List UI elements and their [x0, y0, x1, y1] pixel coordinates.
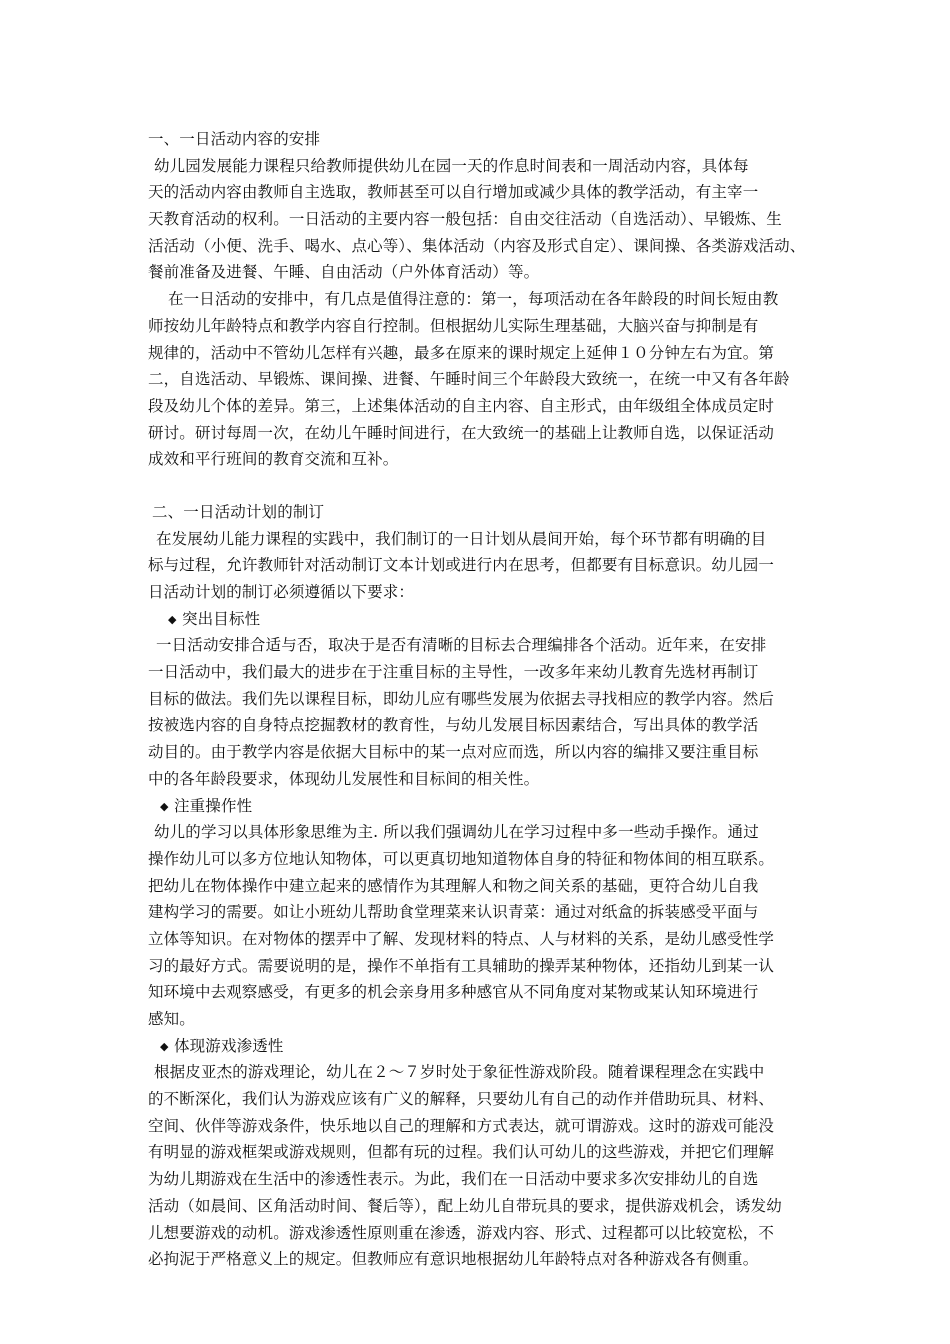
- text-line: 师按幼儿年龄特点和教学内容自行控制。但根据幼儿实际生理基础，大脑兴奋与抑制是有: [148, 316, 759, 335]
- text-line: 标与过程，允许教师针对活动制订文本计划或进行内在思考，但都要有目标意识。幼儿园一: [148, 556, 775, 575]
- text-line: 活动（如晨间、区角活动时间、餐后等），配上幼儿自带玩具的要求，提供游戏机会，诱发幼: [148, 1196, 782, 1215]
- text-line: 规律的，活动中不管幼儿怎样有兴趣，最多在原来的课时规定上延伸１０分钟左右为宜。第: [148, 343, 775, 362]
- text-line: 必拘泥于严格意义上的规定。但教师应有意识地根据幼儿年龄特点对各种游戏各有侧重。: [148, 1250, 759, 1269]
- text-line: 活活动（小便、洗手、喝水、点心等）、集体活动（内容及形式自定）、课间操、各类游戏活动、: [148, 236, 806, 255]
- section-spacer: [148, 473, 812, 499]
- text-line: 把幼儿在物体操作中建立起来的感情作为其理解人和物之间关系的基础，更符合幼儿自我: [148, 876, 759, 895]
- text-line: 一日活动中，我们最大的进步在于注重目标的主导性，一改多年来幼儿教育先选材再制订: [148, 663, 759, 682]
- point-heading-2: [148, 793, 812, 820]
- text-line: 天教育活动的权利。一日活动的主要内容一般包括：自由交往活动（自选活动）、早锻炼、生: [148, 210, 782, 229]
- text-line: 根据皮亚杰的游戏理论，幼儿在２～７岁时处于象征性游戏阶段。随着课程理念在实践中: [154, 1063, 765, 1082]
- text-line: 建构学习的需要。如让小班幼儿帮助食堂理菜来认识青菜：通过对纸盒的拆装感受平面与: [148, 903, 759, 922]
- text-line: 天的活动内容由教师自主选取，教师甚至可以自行增加或减少具体的教学活动，有主宰一: [148, 183, 759, 202]
- point-1-body: [148, 632, 812, 792]
- text-line: 习的最好方式。需要说明的是，操作不单指有工具辅助的操弄某种物体，还指幼儿到某一认: [148, 956, 775, 975]
- point-title: 注重操作性: [174, 796, 253, 815]
- text-line: 按被选内容的自身特点挖掘教材的教育性，与幼儿发展目标因素结合，写出具体的教学活: [148, 716, 759, 735]
- text-line: 餐前准备及进餐、午睡、自由活动（户外体育活动）等。: [148, 263, 540, 282]
- text-line: 在发展幼儿能力课程的实践中，我们制订的一日计划从晨间开始，每个环节都有明确的目: [156, 529, 767, 548]
- diamond-bullet-icon: ◆: [160, 1039, 169, 1053]
- text-line: 立体等知识。在对物体的摆弄中了解、发现材料的特点、人与材料的关系，是幼儿感受性学: [148, 929, 775, 948]
- text-line: 一日活动安排合适与否，取决于是否有清晰的目标去合理编排各个活动。近年来，在安排: [156, 636, 767, 655]
- point-title: 突出目标性: [182, 609, 261, 628]
- text-line: 在一日活动的安排中，有几点是值得注意的：第一，每项活动在各年龄段的时间长短由教: [168, 290, 779, 309]
- text-line: 儿想要游戏的动机。游戏渗透性原则重在渗透，游戏内容、形式、过程都可以比较宽松，不: [148, 1223, 775, 1242]
- text-line: 为幼儿期游戏在生活中的渗透性表示。为此，我们在一日活动中要求多次安排幼儿的自选: [148, 1170, 759, 1189]
- section2-intro: [148, 526, 812, 606]
- point-3-body: [148, 1059, 812, 1273]
- text-line: 动目的。由于教学内容是依据大目标中的某一点对应而选，所以内容的编排又要注重目标: [148, 743, 759, 762]
- text-line: 研讨。研讨每周一次，在幼儿午睡时间进行，在大致统一的基础上让教师自选，以保证活动: [148, 423, 775, 442]
- text-line: 成效和平行班间的教育交流和互补。: [148, 450, 399, 469]
- text-line: 的不断深化，我们认为游戏应该有广义的解释，只要幼儿有自己的动作并借助玩具、材料、: [148, 1090, 775, 1109]
- text-line: 目标的做法。我们先以课程目标，即幼儿应有哪些发展为依据去寻找相应的教学内容。然后: [148, 689, 775, 708]
- section1-paragraph-2: [148, 286, 812, 473]
- point-heading-3: [148, 1033, 812, 1060]
- text-line: 日活动计划的制订必须遵循以下要求：: [148, 583, 415, 601]
- point-2-body: [148, 819, 812, 1033]
- point-title: 体现游戏渗透性: [174, 1036, 284, 1055]
- section1-paragraph-1: [148, 153, 812, 286]
- point-heading-1: [148, 606, 812, 633]
- text-line: 中的各年龄段要求，体现幼儿发展性和目标间的相关性。: [148, 769, 540, 788]
- text-line: 段及幼儿个体的差异。第三，上述集体活动的自主内容、自主形式，由年级组全体成员定时: [148, 396, 775, 415]
- diamond-bullet-icon: ◆: [160, 799, 169, 813]
- text-line: 有明显的游戏框架或游戏规则，但都有玩的过程。我们认可幼儿的这些游戏，并把它们理解: [148, 1143, 775, 1162]
- text-line: 幼儿园发展能力课程只给教师提供幼儿在园一天的作息时间表和一周活动内容，具体每: [154, 156, 749, 175]
- text-line: 幼儿的学习以具体形象思维为主. 所以我们强调幼儿在学习过程中多一些动手操作。通过: [154, 823, 759, 842]
- text-line: 知环境中去观察感受，有更多的机会亲身用多种感官从不同角度对某物或某认知环境进行: [148, 983, 759, 1002]
- text-line: 感知。: [148, 1010, 195, 1028]
- document-page: [148, 126, 812, 1273]
- text-line: 空间、伙伴等游戏条件，快乐地以自己的理解和方式表达，就可谓游戏。这时的游戏可能没: [148, 1116, 775, 1135]
- diamond-bullet-icon: ◆: [168, 612, 177, 626]
- text-line: 操作幼儿可以多方位地认知物体，可以更真切地知道物体自身的特征和物体间的相互联系。: [148, 849, 775, 868]
- section-heading-1: 一、一日活动内容的安排: [148, 130, 321, 148]
- section-heading-2: 二、一日活动计划的制订: [152, 502, 325, 521]
- text-line: 二，自选活动、早锻炼、课间操、进餐、午睡时间三个年龄段大致统一，在统一中又有各年龄: [148, 370, 790, 389]
